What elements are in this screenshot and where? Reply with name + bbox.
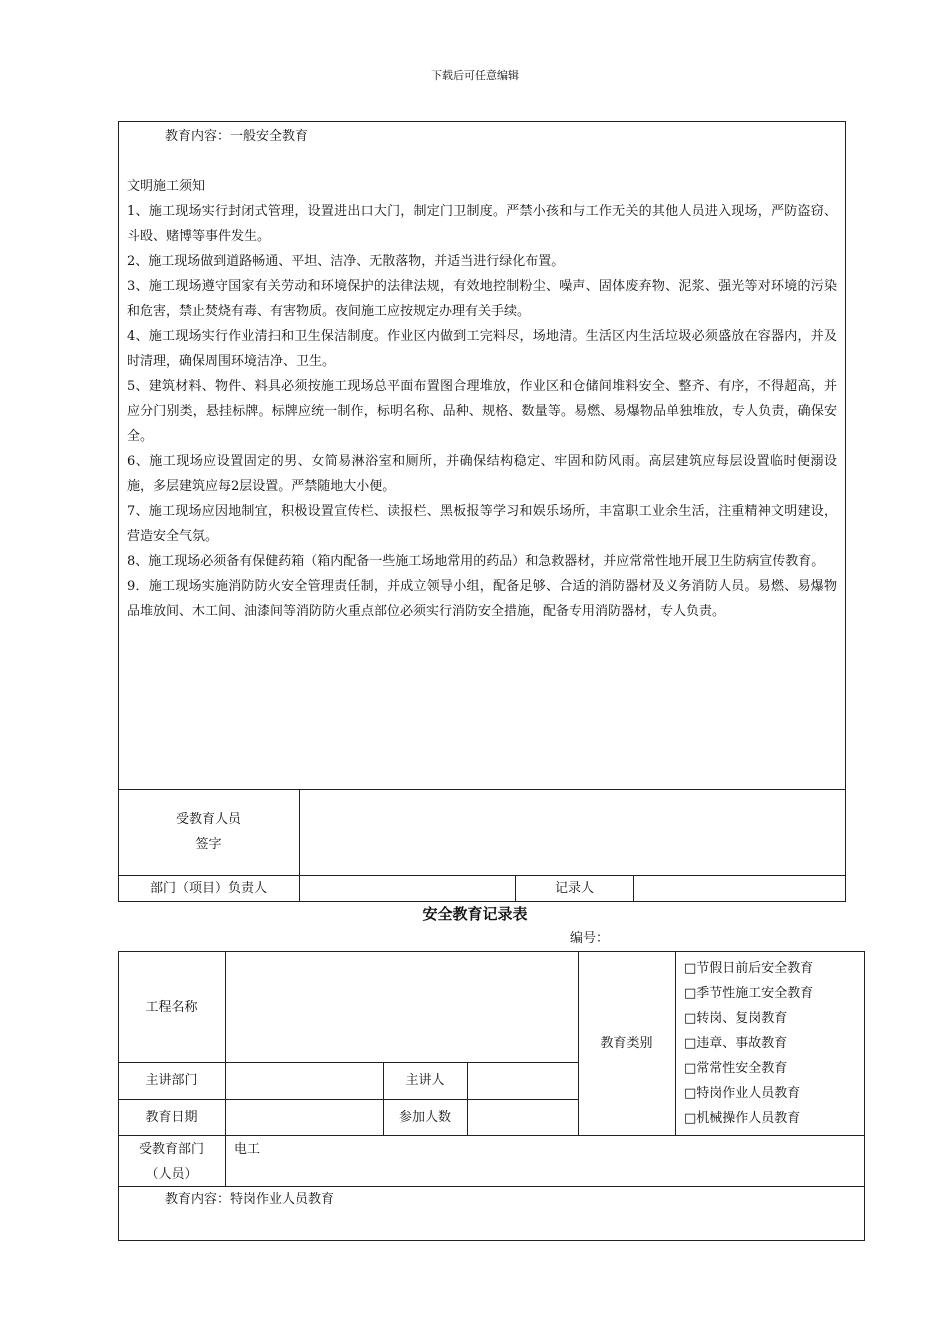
category-checkbox[interactable]: □季节性施工安全教育 — [684, 986, 814, 1001]
divider — [675, 951, 676, 1135]
participants-field[interactable] — [468, 1100, 577, 1134]
signature-label — [118, 807, 299, 857]
list-item: 7、施工现场应因地制宜，积极设置宣传栏、读报栏、黑板报等学习和娱乐场所，丰富职工业余生活，注重精神文明建设，营造安全气氛。 — [127, 504, 837, 544]
edu-date-label: 教育日期 — [145, 1110, 198, 1125]
first-form-content — [127, 124, 837, 624]
category-checkbox[interactable]: □特岗作业人员教育 — [684, 1086, 801, 1101]
signature-field[interactable] — [300, 790, 845, 874]
signature-label-line1: 受教育人员 — [175, 812, 241, 827]
page-title: 安全教育记录表 — [422, 905, 528, 923]
category-checkbox[interactable]: □违章、事故教育 — [684, 1036, 788, 1051]
category-checkbox[interactable]: □常常性安全教育 — [684, 1061, 788, 1076]
header-note: 下载后可任意编辑 — [431, 69, 519, 82]
trainee-dept-label-line2: （人员） — [145, 1167, 198, 1182]
category-checkbox[interactable]: □转岗、复岗教育 — [684, 1011, 788, 1026]
lecture-dept-label: 主讲部门 — [145, 1073, 198, 1088]
list-item: 1、施工现场实行封闭式管理，设置进出口大门，制定门卫制度。严禁小孩和与工作无关的其他人员进入现场，严防盗窃、斗殴、赌博等事件发生。 — [127, 204, 837, 244]
divider — [118, 1135, 865, 1136]
content-label: 教育内容：一般安全教育 — [165, 129, 309, 144]
recorder-label: 记录人 — [554, 881, 594, 896]
category-checkbox[interactable]: □节假日前后安全教育 — [684, 961, 814, 976]
recorder-field[interactable] — [634, 876, 845, 901]
list-item: 8、施工现场必须备有保健药箱（箱内配备一些施工场地常用的药品）和急救器材，并应常常性地开展卫生防病宣传教育。 — [127, 554, 825, 569]
section-title: 文明施工须知 — [127, 179, 206, 194]
project-name-field[interactable] — [226, 952, 577, 1061]
category-checkbox[interactable]: □机械操作人员教育 — [684, 1111, 801, 1126]
edu-category-label: 教育类别 — [600, 1036, 653, 1051]
list-item: 6、施工现场应设置固定的男、女简易淋浴室和厕所，并确保结构稳定、牢固和防风雨。高层建筑应每层设置临时便溺设施，多层建筑应每2层设置。严禁随地大小便。 — [127, 454, 837, 494]
list-item: 5、建筑材料、物件、料具必须按施工现场总平面布置图合理堆放，作业区和仓储间堆料安全、整齐、有序，不得超高，并应分门别类，悬挂标牌。标牌应统一制作，标明名称、品种、规格、数量等。易燃、易爆物品单独堆放，专人负责，确保安全。 — [127, 379, 837, 444]
list-item: 9．施工现场实施消防防火安全管理责任制，并成立领导小组，配备足够、合适的消防器材及义务消防人员。易燃、易爆物品堆放间、木工间、油漆间等消防防火重点部位必须实行消防安全措施，配备专用消防器材，专人负责。 — [127, 579, 837, 619]
dept-head-label: 部门（项目）负责人 — [149, 881, 267, 896]
edu-category-options — [684, 956, 862, 1131]
lecturer-field[interactable] — [468, 1063, 577, 1098]
lecture-dept-field[interactable] — [226, 1063, 382, 1098]
signature-label-line2: 签字 — [195, 837, 222, 852]
serial-label: 编号： — [570, 931, 610, 946]
participants-label: 参加人数 — [398, 1110, 451, 1125]
lecturer-label: 主讲人 — [405, 1073, 445, 1088]
list-item: 3、施工现场遵守国家有关劳动和环境保护的法律法规，有效地控制粉尘、噪声、固体废弃物、泥浆、强光等对环境的污染和危害，禁止焚烧有毒、有害物质。夜间施工应按规定办理有关手续。 — [127, 279, 837, 319]
trainee-dept-label-line1: 受教育部门 — [138, 1142, 204, 1157]
list-item: 2、施工现场做到道路畅通、平坦、洁净、无散落物，并适当进行绿化布置。 — [127, 254, 565, 269]
project-name-label: 工程名称 — [145, 1000, 198, 1015]
trainee-dept-label — [118, 1137, 225, 1187]
edu-date-field[interactable] — [226, 1100, 382, 1134]
dept-head-field[interactable] — [300, 876, 514, 901]
trainee-dept-value[interactable]: 电工 — [234, 1142, 261, 1157]
list-item: 4、施工现场实行作业清扫和卫生保洁制度。作业区内做到工完料尽，场地清。生活区内生活垃圾必须盛放在容器内，并及时清理，确保周围环境洁净、卫生。 — [127, 329, 837, 369]
content-label: 教育内容：特岗作业人员教育 — [165, 1192, 335, 1207]
